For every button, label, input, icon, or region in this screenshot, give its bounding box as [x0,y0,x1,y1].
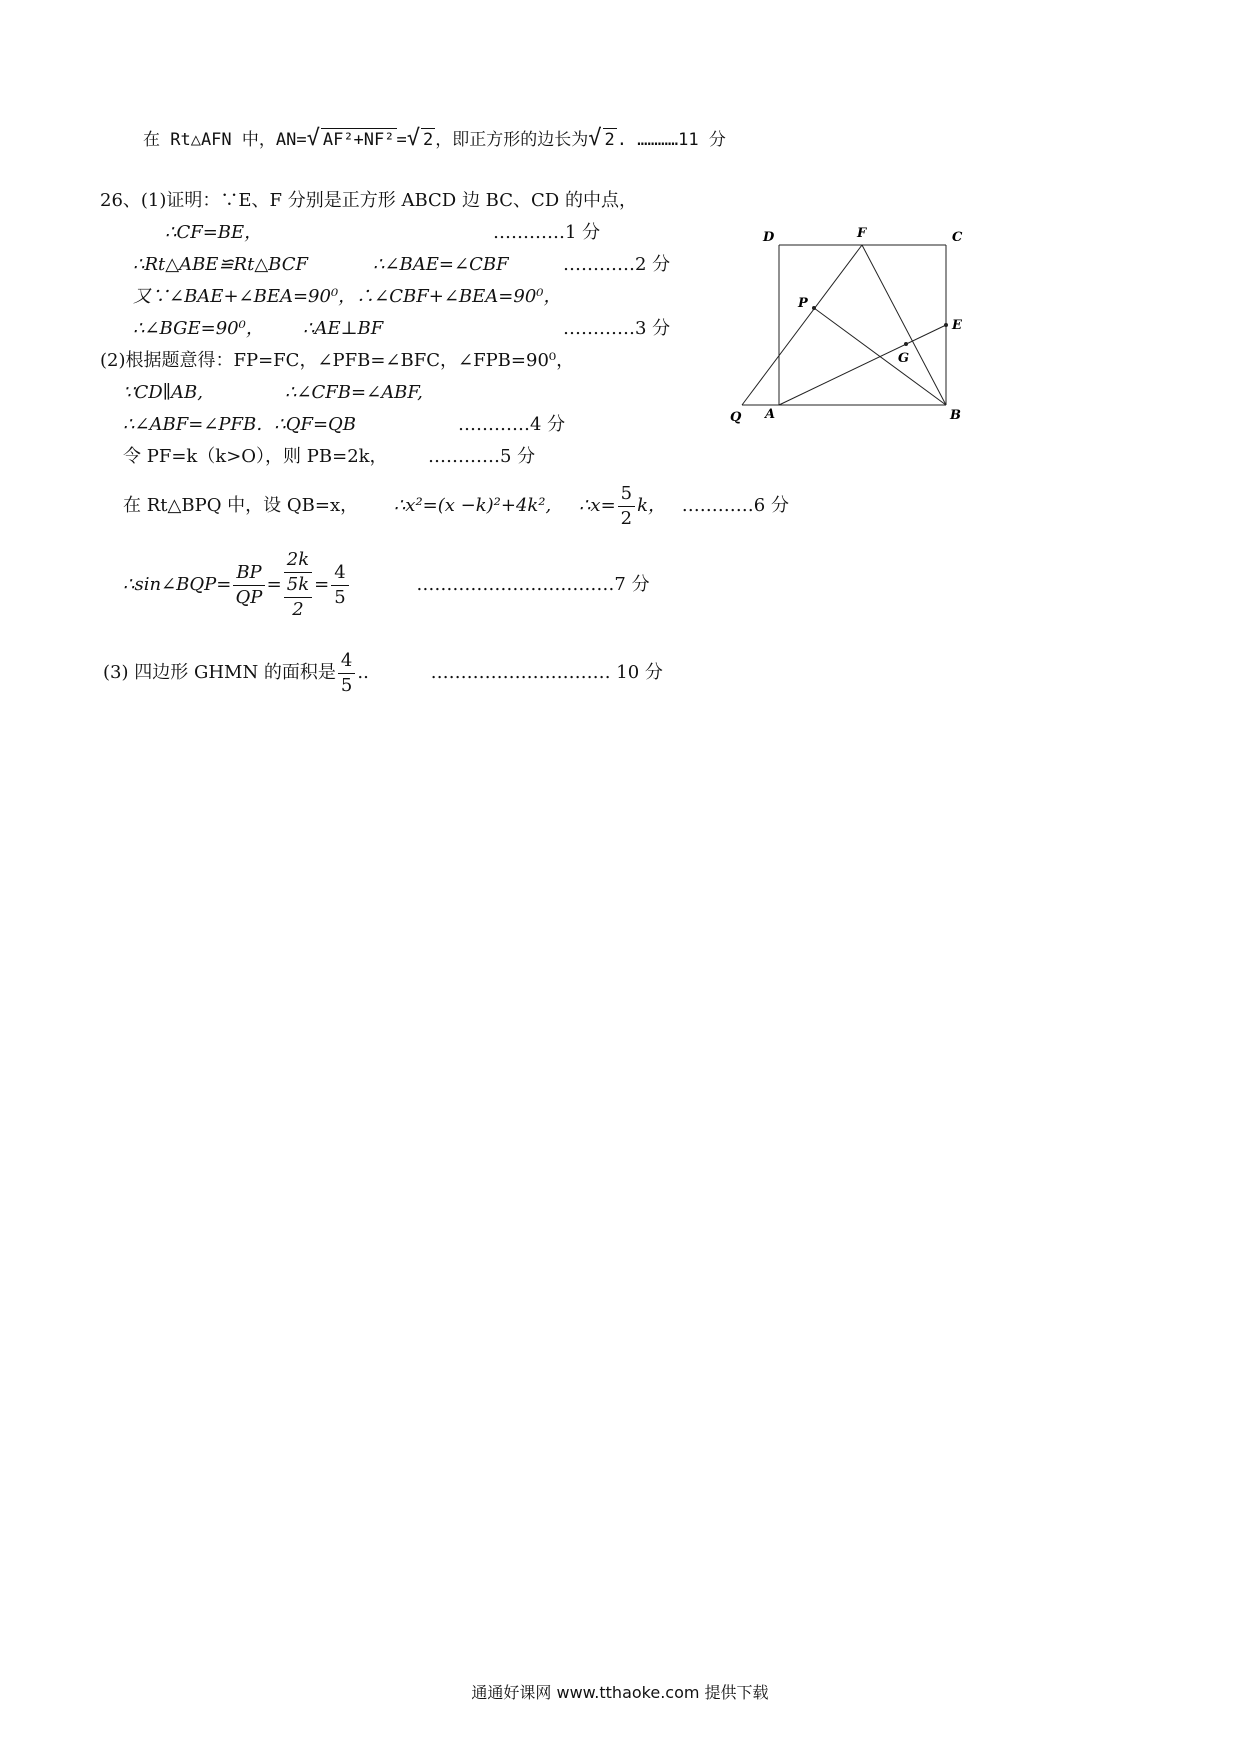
fraction-4-5 [331,561,348,610]
q26-p2-line5a: 在 Rt△BPQ 中，设 QB=x， [123,495,359,516]
q26-p2-line2a: ∵CD∥AB, [123,382,203,403]
q26-p2-line5k: k， [637,495,667,516]
label-e: E [952,318,962,333]
fraction-numerator: 4 [331,561,348,586]
q26-p3-pre: (3) 四边形 GHMN 的面积是 [103,662,336,683]
q26-p3-line [103,645,663,701]
fraction-numerator: BP [233,561,264,586]
point-p [812,306,816,310]
q26-p2-score4: …………4 分 [458,414,566,435]
an-eq: = [396,130,407,150]
q26-p1-score3: …………3 分 [563,318,671,339]
label-p: P [798,296,808,311]
q26-p2-line4: 令 PF=k（k>O），则 PB=2k， [123,446,388,467]
fraction-numerator: 4 [338,649,355,674]
sqrt-sign-2: √ [406,126,420,151]
q26-p2-score6: …………6 分 [681,495,789,516]
q26-p3-post: .. [357,662,369,683]
sqrt-sign: √ [306,126,320,151]
label-f: F [857,226,867,241]
fraction-inner-numerator: 5k [284,573,312,598]
q26-p2-score5: …………5 分 [428,446,536,467]
point-e [944,323,948,327]
q26-p2-line6 [123,540,650,630]
page-footer: 通通好课网 www.tthaoke.com 提供下载 [471,1683,769,1702]
eq-sign-1: = [266,574,282,595]
geometry-figure [730,220,980,440]
root-value: 2 [423,130,434,150]
fraction-inner-denominator: 2 [292,599,304,620]
q26-p1-score1: …………1 分 [493,222,601,243]
label-b: B [950,408,961,423]
label-d: D [763,230,775,245]
label-c: C [952,230,963,245]
q26-intro: 26、(1)证明：∵E、F 分别是正方形 ABCD 边 BC、CD 的中点， [100,190,637,211]
sin-label: ∴sin∠BQP= [123,574,232,595]
sqrt-sign-3: √ [588,126,602,151]
fraction-4-5-area [338,649,355,698]
q26-p1-line4b: ∴AE⊥BF [303,318,384,339]
segment-pb [814,308,946,405]
fraction-numerator: 2k [284,548,312,573]
q26-p2-line5 [123,478,789,534]
fraction-denominator: 5 [340,674,353,696]
an-text-post: ，即正方形的边长为 [435,130,589,150]
q26-p2-line2b: ∴∠CFB=∠ABF, [285,382,423,403]
fraction-2k-over-5k2 [284,548,312,622]
label-g: G [898,351,910,366]
line-an-result [143,128,726,151]
root-value-2: 2 [604,130,615,150]
an-text-tail: . …………11 分 [616,130,726,150]
eq-sign-2: = [314,574,330,595]
fraction-5-2 [618,482,635,531]
point-g [904,342,908,346]
q26-p3-score: ………………………… 10 分 [430,662,663,683]
fraction-bp-qp [233,561,264,610]
q26-p1-line1: ∴CF=BE， [165,222,263,243]
q26-p1-line4a: ∴∠BGE=90⁰， [133,318,264,339]
q26-p1-score2: …………2 分 [563,254,671,275]
q26-p1-line3: 又∵∠BAE+∠BEA=90⁰，∴∠CBF+∠BEA=90⁰， [133,286,562,307]
segment-qf [742,245,862,405]
segment-ae [779,325,946,405]
an-text-pre: 在 Rt△AFN 中，AN= [143,130,307,150]
q26-p1-line2a: ∴Rt△ABE≌Rt△BCF [133,254,308,275]
q26-p1-line2b: ∴∠BAE=∠CBF [373,254,509,275]
fraction-denominator: 5 [334,586,346,608]
segment-fb [862,245,946,405]
q26-p2-line1: (2)根据题意得：FP=FC，∠PFB=∠BFC，∠FPB=90⁰， [100,350,575,371]
radicand: AF²+NF² [322,130,395,150]
label-a: A [765,407,776,422]
q26-p2-line5b: ∴x²=(x −k)²+4k², [393,495,552,516]
q26-p2-line3: ∴∠ABF=∠PFB．∴QF=QB [123,414,357,435]
q26-p2-score7: ……………………………7 分 [416,574,650,595]
fraction-denominator: QP [235,586,263,608]
q26-p2-line5c: ∴x= [578,495,616,516]
fraction-numerator: 5 [618,482,635,507]
label-q: Q [730,410,742,425]
fraction-denominator: 2 [620,507,633,529]
